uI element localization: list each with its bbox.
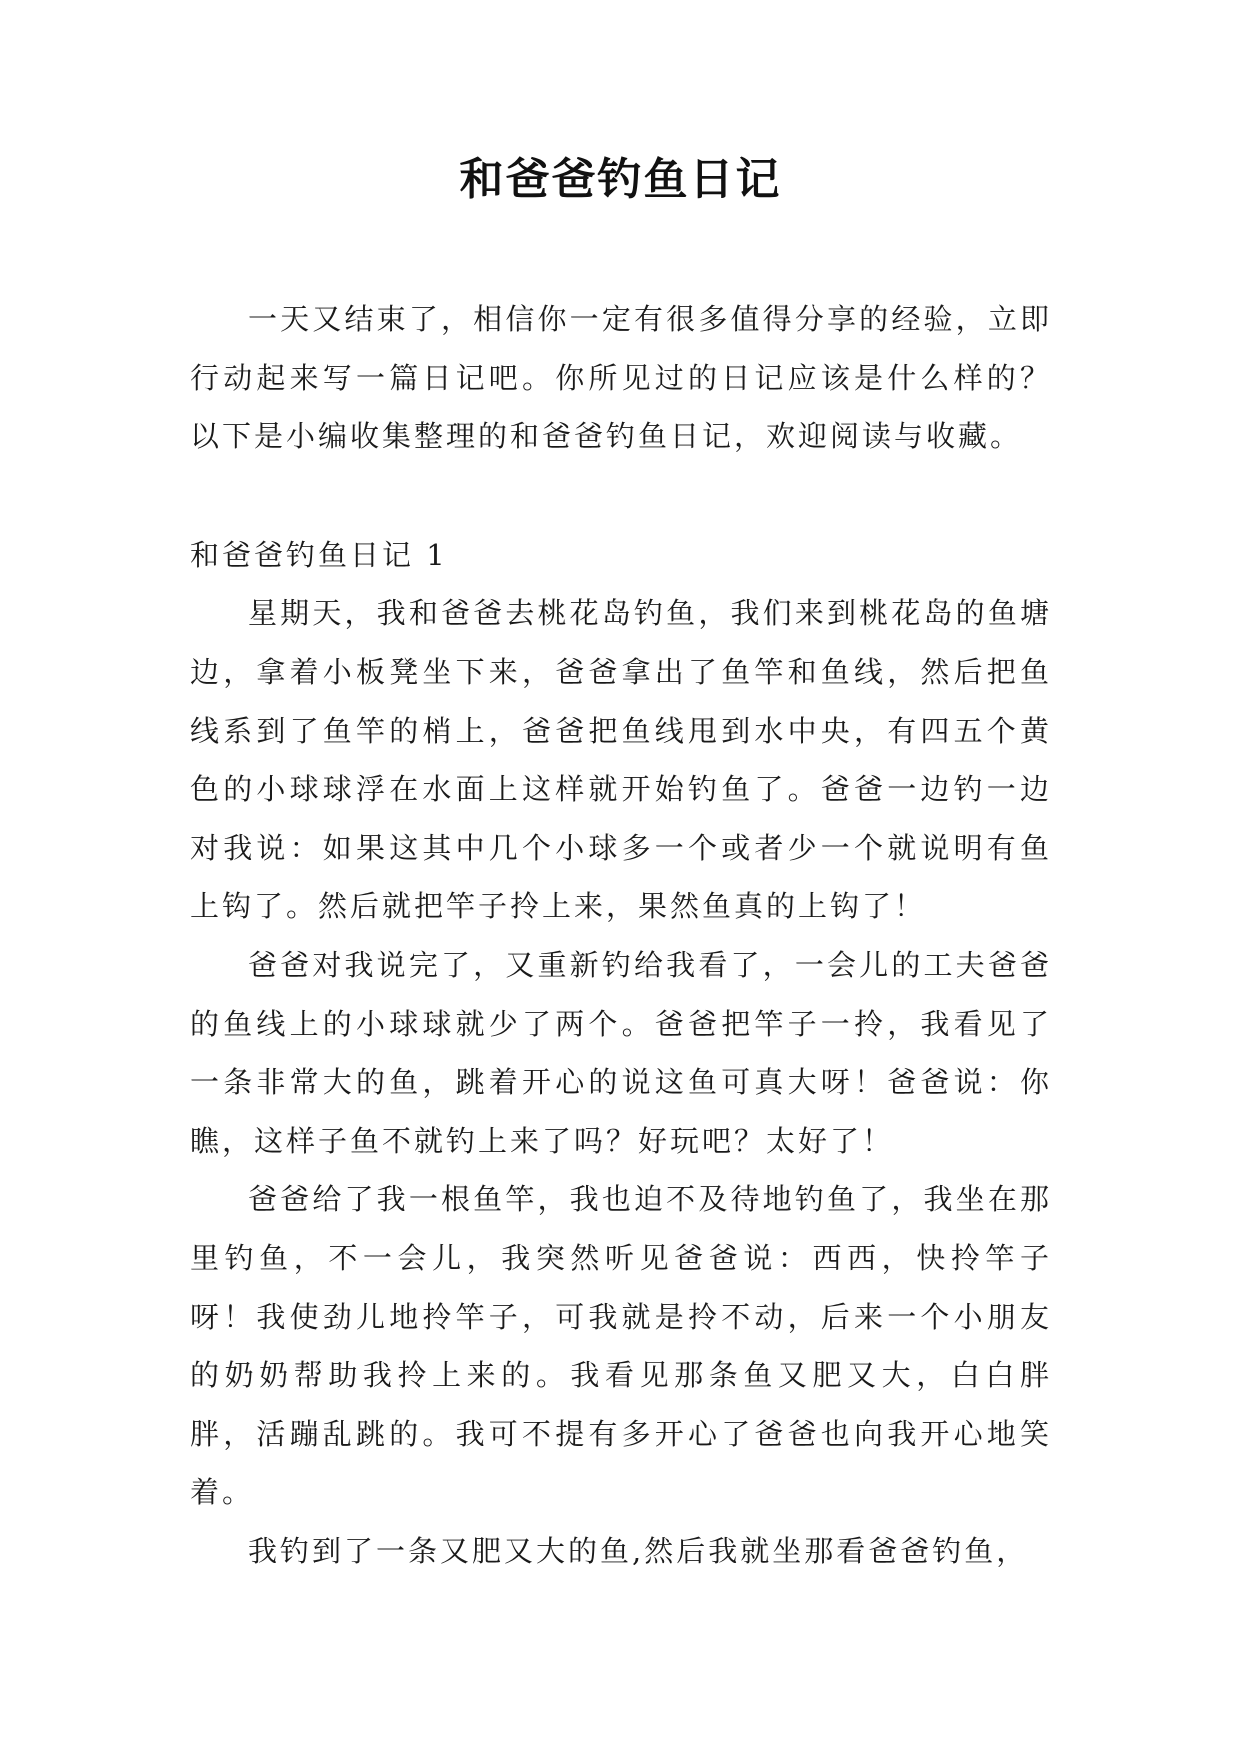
document-body — [190, 290, 1052, 1580]
intro-paragraph: 一天又结束了，相信你一定有很多值得分享的经验，立即行动起来写一篇日记吧。你所见过的日记应该是什么样的？以下是小编收集整理的和爸爸钓鱼日记，欢迎阅读与收藏。 — [190, 302, 1052, 454]
document-title: 和爸爸钓鱼日记 — [459, 154, 782, 205]
diary-paragraph: 爸爸对我说完了，又重新钓给我看了，一会儿的工夫爸爸的鱼线上的小球球就少了两个。爸爸把竿子一拎，我看见了一条非常大的鱼，跳着开心的说这鱼可真大呀！爸爸说：你瞧，这样子鱼不就钓上来了吗？好玩吧？太好了！ — [190, 947, 1052, 1158]
section-heading: 和爸爸钓鱼日记 1 — [190, 537, 448, 572]
diary-paragraph: 星期天，我和爸爸去桃花岛钓鱼，我们来到桃花岛的鱼塘边，拿着小板凳坐下来，爸爸拿出了鱼竿和鱼线，然后把鱼线系到了鱼竿的梢上，爸爸把鱼线甩到水中央，有四五个黄色的小球球浮在水面上这样就开始钓鱼了。爸爸一边钓一边对我说：如果这其中几个小球多一个或者少一个就说明有鱼上钩了。然后就把竿子拎上来，果然鱼真的上钩了！ — [190, 596, 1052, 924]
diary-paragraph: 爸爸给了我一根鱼竿，我也迫不及待地钓鱼了，我坐在那里钓鱼，不一会儿，我突然听见爸爸说：西西，快拎竿子呀！我使劲儿地拎竿子，可我就是拎不动，后来一个小朋友的奶奶帮助我拎上来的。我看见那条鱼又肥又大，白白胖胖，活蹦乱跳的。我可不提有多开心了爸爸也向我开心地笑着。 — [190, 1182, 1052, 1510]
diary-paragraph: 我钓到了一条又肥又大的鱼,然后我就坐那看爸爸钓鱼， — [248, 1533, 1029, 1568]
